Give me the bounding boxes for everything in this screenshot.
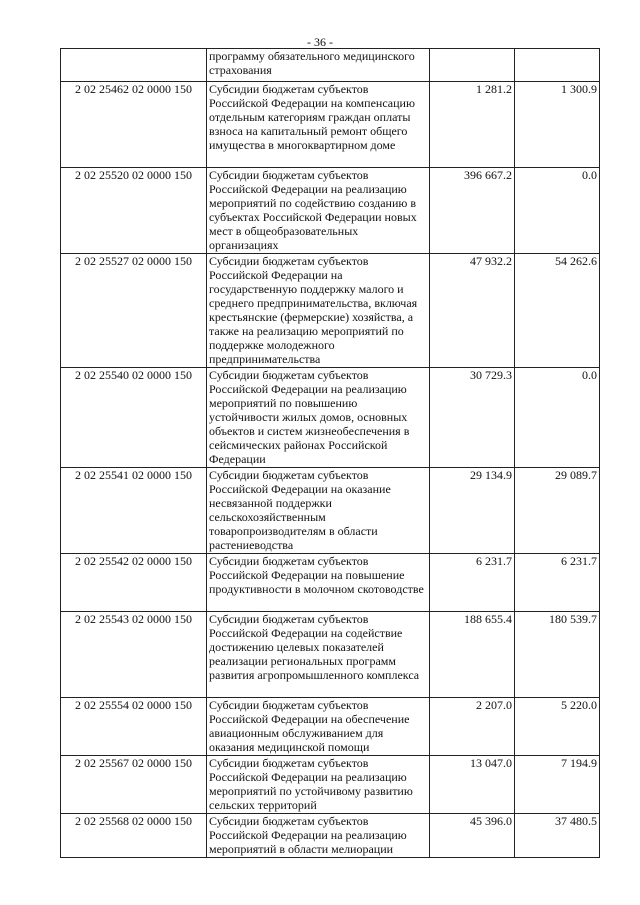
amount-cell-2: 5 220.0 <box>515 698 600 756</box>
amount-cell-2: 1 300.9 <box>515 82 600 168</box>
amount-cell-1: 29 134.9 <box>430 468 515 554</box>
amount-cell-1: 30 729.3 <box>430 368 515 468</box>
description-cell: Субсидии бюджетам субъектов Российской Федерации на реализацию мероприятий по содействию созданию в субъектах Российской Федерации новых мест в общеобразовательных организациях <box>207 168 430 254</box>
description-cell: Субсидии бюджетам субъектов Российской Федерации на государственную поддержку малого и среднего предпринимательства, включая крестьянские (фермерские) хозяйства, а также на реализацию мероприятий по поддержке молодежного предпринимательства <box>207 254 430 368</box>
table-row <box>61 49 600 82</box>
amount-cell-2: 180 539.7 <box>515 612 600 698</box>
table-row <box>61 82 600 168</box>
amount-cell-2 <box>515 49 600 82</box>
budget-table-body <box>61 49 600 858</box>
kbk-code-cell: 2 02 25543 02 0000 150 <box>61 612 207 698</box>
description-cell: программу обязательного медицинского страхования <box>207 49 430 82</box>
amount-cell-2: 7 194.9 <box>515 756 600 814</box>
kbk-code-cell: 2 02 25542 02 0000 150 <box>61 554 207 612</box>
kbk-code-cell: 2 02 25520 02 0000 150 <box>61 168 207 254</box>
amount-cell-2: 37 480.5 <box>515 814 600 858</box>
description-cell: Субсидии бюджетам субъектов Российской Федерации на компенсацию отдельным категориям граждан оплаты взноса на капитальный ремонт общего имущества в многоквартирном доме <box>207 82 430 168</box>
kbk-code-cell: 2 02 25554 02 0000 150 <box>61 698 207 756</box>
amount-cell-1: 396 667.2 <box>430 168 515 254</box>
table-row <box>61 554 600 612</box>
amount-cell-1: 2 207.0 <box>430 698 515 756</box>
amount-cell-2: 0.0 <box>515 168 600 254</box>
table-row <box>61 814 600 858</box>
amount-cell-1: 188 655.4 <box>430 612 515 698</box>
amount-cell-2: 0.0 <box>515 368 600 468</box>
kbk-code-cell <box>61 49 207 82</box>
amount-cell-1: 45 396.0 <box>430 814 515 858</box>
amount-cell-1: 6 231.7 <box>430 554 515 612</box>
amount-cell-1: 13 047.0 <box>430 756 515 814</box>
amount-cell-2: 6 231.7 <box>515 554 600 612</box>
table-row <box>61 368 600 468</box>
table-row <box>61 756 600 814</box>
amount-cell-1: 1 281.2 <box>430 82 515 168</box>
table-row <box>61 254 600 368</box>
kbk-code-cell: 2 02 25568 02 0000 150 <box>61 814 207 858</box>
amount-cell-1 <box>430 49 515 82</box>
description-cell: Субсидии бюджетам субъектов Российской Федерации на обеспечение авиационным обслуживанием для оказания медицинской помощи <box>207 698 430 756</box>
kbk-code-cell: 2 02 25541 02 0000 150 <box>61 468 207 554</box>
table-row <box>61 168 600 254</box>
description-cell: Субсидии бюджетам субъектов Российской Федерации на реализацию мероприятий по повышению устойчивости жилых домов, основных объектов и систем жизнеобеспечения в сейсмических районах Российской Федерации <box>207 368 430 468</box>
budget-table <box>60 48 600 858</box>
kbk-code-cell: 2 02 25462 02 0000 150 <box>61 82 207 168</box>
table-row <box>61 612 600 698</box>
amount-cell-2: 54 262.6 <box>515 254 600 368</box>
kbk-code-cell: 2 02 25527 02 0000 150 <box>61 254 207 368</box>
description-cell: Субсидии бюджетам субъектов Российской Федерации на реализацию мероприятий в области мелиорации <box>207 814 430 858</box>
description-cell: Субсидии бюджетам субъектов Российской Федерации на повышение продуктивности в молочном скотоводстве <box>207 554 430 612</box>
description-cell: Субсидии бюджетам субъектов Российской Федерации на реализацию мероприятий по устойчивому развитию сельских территорий <box>207 756 430 814</box>
amount-cell-2: 29 089.7 <box>515 468 600 554</box>
amount-cell-1: 47 932.2 <box>430 254 515 368</box>
description-cell: Субсидии бюджетам субъектов Российской Федерации на содействие достижению целевых показателей реализации региональных программ развития агропромышленного комплекса <box>207 612 430 698</box>
description-cell: Субсидии бюджетам субъектов Российской Федерации на оказание несвязанной поддержки сельскохозяйственным товаропроизводителям в области растениеводства <box>207 468 430 554</box>
page-number: - 36 - <box>307 35 333 49</box>
kbk-code-cell: 2 02 25540 02 0000 150 <box>61 368 207 468</box>
table-row <box>61 468 600 554</box>
table-row <box>61 698 600 756</box>
kbk-code-cell: 2 02 25567 02 0000 150 <box>61 756 207 814</box>
